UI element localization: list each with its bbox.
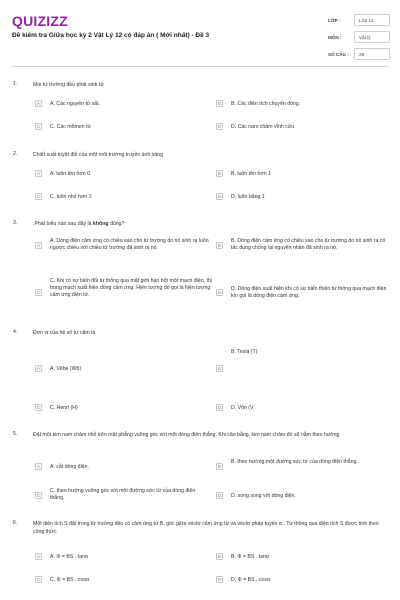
question-2-option-b: B. luôn lớn hơn 1 — [231, 171, 271, 177]
question-3-number: 3. — [13, 220, 18, 226]
question-1-option-a: A. Các nguyên tử sắt. — [50, 101, 101, 107]
question-2-option-d-box[interactable]: D — [217, 194, 222, 199]
question-6-option-a-box[interactable]: A — [36, 554, 40, 559]
question-2-number: 2. — [13, 151, 18, 157]
question-5-option-c: C. theo hướng vuông góc với một đường sức từ của dòng điện thẳng. — [50, 488, 196, 501]
question-1-option-c: C. Các mômen từ — [50, 124, 91, 130]
question-5-option-a: A. cắt dòng điện. — [50, 464, 89, 470]
question-4-text: Đơn vị của hệ số tự cảm là — [33, 330, 96, 336]
question-6-option-b: B. Φ = BS . tanα — [231, 554, 269, 560]
question-4-number: 4. — [13, 329, 18, 335]
question-5-text: Đặt một kim nam châm nhỏ trên mặt phẳng vuông góc với một dòng điện thẳng. Khi cân bằng, kim nam châm đó sẽ nằm theo hướng — [33, 432, 340, 438]
question-5-option-c-box[interactable]: C — [36, 493, 41, 498]
question-3-option-c-box[interactable]: C — [36, 290, 41, 295]
question-1-option-b-box[interactable]: B — [217, 101, 221, 106]
question-6-number: 6. — [13, 520, 18, 526]
question-4-option-b: B. Tesla (T) — [231, 349, 258, 355]
question-6-option-c: C. Φ = BS . cosα — [50, 577, 89, 583]
meta-value-subject: Vật lý — [354, 31, 390, 43]
question-2-option-b-box[interactable]: B — [217, 171, 221, 176]
question-1-option-b: B. Các điện tích chuyển động. — [231, 101, 301, 107]
question-5-number: 5. — [13, 431, 18, 437]
question-2-option-a: A. luôn lớn hơn 0. — [50, 171, 92, 177]
meta-label-class: LỚP : — [328, 17, 341, 23]
question-6-option-b-box[interactable]: B — [217, 554, 221, 559]
meta-row-class — [328, 14, 390, 26]
question-3-text-before: .Phát biểu nào sau đây là — [33, 221, 93, 227]
question-1-option-d-box[interactable]: D — [217, 124, 222, 129]
question-1-number: 1. — [13, 81, 18, 87]
question-6-text: Một diện tích S đặt trong từ trường đều có cảm ứng từ B, góc giữa véctơ cảm ứng từ và véctơ pháp tuyến α . Từ thông qua diện tích S được tính theo công thức: — [33, 521, 379, 535]
question-4-option-a: A. Vêbe (Wb) — [50, 366, 82, 372]
meta-row-count — [328, 48, 390, 60]
question-4-option-d: D. Vôn (V — [231, 405, 254, 411]
question-4-option-a-box[interactable]: A — [36, 366, 40, 371]
meta-label-count: SỐ CÂU : — [328, 51, 349, 57]
question-5-option-a-box[interactable]: A — [36, 464, 40, 469]
question-3-text — [33, 220, 385, 228]
question-1-option-a-box[interactable]: A — [36, 101, 40, 106]
question-1-option-d: D. Các nam châm vĩnh cửu — [231, 124, 295, 130]
header-divider — [12, 66, 388, 67]
question-5-option-b: B. theo hướng một đường sức từ của dòng điện thẳng. — [231, 459, 358, 465]
meta-label-subject: MÔN : — [328, 34, 342, 40]
question-5-option-d: D. song song với dòng điện. — [231, 493, 296, 499]
question-1-option-c-box[interactable]: C — [36, 124, 41, 129]
question-3-option-a-box[interactable]: A — [36, 243, 40, 248]
question-3-text-after: đúng? — [108, 221, 125, 227]
question-4-option-c-box[interactable]: C — [36, 405, 41, 410]
question-2-option-a-box[interactable]: A — [36, 171, 40, 176]
question-2-text: Chiết suất tuyệt đối của một môi trường truyền ánh sáng — [33, 152, 164, 158]
question-6-option-c-box[interactable]: C — [36, 577, 41, 582]
question-4-option-d-box[interactable]: D — [217, 405, 222, 410]
question-1-text: Mọi từ trường đều phát sinh từ — [33, 82, 104, 88]
question-4-option-b-box[interactable]: B — [217, 366, 221, 371]
question-3-text-bold: không — [93, 221, 109, 227]
meta-row-subject — [328, 31, 390, 43]
question-2-option-d: D. luôn bằng 1 — [231, 194, 265, 200]
document-title: Đề kiểm tra Giữa học kỳ 2 Vật Lý 12 có đáp án ( Mới nhất) - Đề 3 — [12, 32, 210, 39]
question-2-option-c-box[interactable]: C — [36, 194, 41, 199]
question-5-option-b-box[interactable]: B — [217, 464, 221, 469]
question-3-option-d-box[interactable]: D — [217, 290, 222, 295]
question-6-option-a: A. Φ = BS . tanα — [50, 554, 88, 560]
question-6-option-d: D. Φ = BS . cosα — [231, 577, 270, 583]
question-6-option-d-box[interactable]: D — [217, 577, 222, 582]
question-2-option-c: C. luôn nhỏ hơn 1 — [50, 194, 92, 200]
question-3-option-c: C. Khi có sự biến đổi từ thông qua mặt giới hạn bởi một mạch điện, thì trong mạch xuất hiện dòng cảm ứng. Hiện tượng đó gọi là hiện tượng cảm ứng điện từ. — [50, 278, 213, 298]
meta-value-count: 29 — [354, 48, 390, 60]
question-4-option-c: C. Henri (H) — [50, 405, 78, 411]
question-3-option-b: B. Dòng điện cảm ứng có chiều sao cho từ trường do nó sinh ra có tác dụng chống lại nguyên nhân đã sinh ra nó. — [231, 238, 386, 251]
question-3-option-d: D. Dòng điện xuất hiện khi có sự biến thiên từ thông qua mạch điện kín gọi là dòng điện cảm ứng. — [231, 286, 387, 299]
meta-panel — [328, 14, 390, 65]
question-5-option-d-box[interactable]: D — [217, 493, 222, 498]
quizizz-logo: QUIZIZZ — [12, 13, 68, 29]
question-3-option-b-box[interactable]: B — [217, 243, 221, 248]
meta-value-class: Lớp 12 — [354, 14, 390, 26]
question-3-option-a: A. Dòng điện cảm ứng có chiều sao cho từ trường do nó sinh ra luôn ngược chiều với chiều từ trường đã sinh ra nó. — [50, 238, 209, 251]
